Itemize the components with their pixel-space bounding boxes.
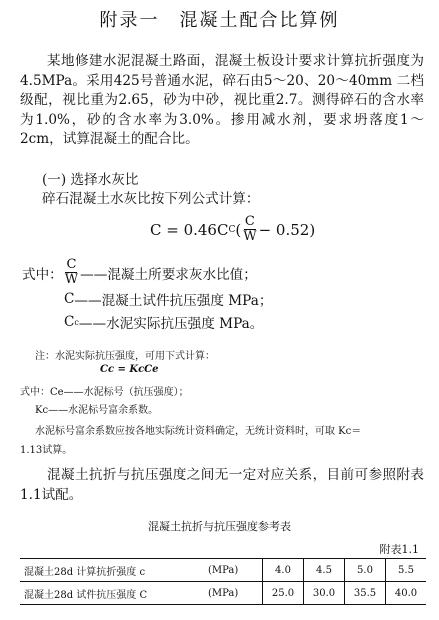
formula-lhs-sub: C [228, 224, 236, 235]
note-line-2: 式中：Ce——水泥标号（抗压强度）； [20, 387, 189, 398]
strength-reference-table [20, 558, 426, 605]
table-cell: 4.5 [304, 559, 345, 582]
note-line-1: 注：水泥实际抗压强度，可用下式计算： [35, 351, 215, 362]
table-cell: 25.0 [263, 582, 304, 605]
table-row [20, 559, 426, 582]
table-cell: 30.0 [304, 582, 345, 605]
formula-frac-den: W [243, 229, 257, 244]
formula-rhs: − 0.52) [258, 220, 316, 239]
legend-prefix: 式中： [22, 266, 63, 283]
row-label: 混凝土28d 计算抗折强度 c [20, 559, 204, 582]
legend-line-1 [22, 258, 257, 287]
table-cell: 4.0 [263, 559, 304, 582]
note-line-3: Kc——水泥标号富余系数。 [35, 405, 159, 416]
table-title: 混凝土抗折与抗压强度参考表 [148, 520, 291, 533]
legend-item3-sub: c [74, 317, 79, 327]
legend-item3-sym: C [64, 314, 75, 330]
formula-open-paren: ( [235, 220, 242, 239]
page-title: 附录一 混凝土配合比算例 [99, 10, 340, 31]
legend-fraction [65, 258, 78, 287]
formula-fraction [243, 215, 256, 244]
water-cement-formula [150, 215, 315, 244]
row-label: 混凝土28d 试件抗压强度 C [20, 582, 204, 605]
table-cell: 40.0 [386, 582, 427, 605]
intro-paragraph: 某地修建水泥混凝土路面，混凝土板设计要求计算抗折强度为4.5MPa。采用425号普通水泥，碎石由5～20、20～40mm 二档级配，视比重为2.65，砂为中砂，视比重2.7。测得碎石的含水率为1.0%，砂的含水率为3.0%。掺用减水剂，要求坍落度1～2cm，试算混凝土的配合比。 [20, 53, 424, 147]
table-reference: 附表1.1 [379, 543, 419, 556]
legend-item-2: ——混凝土试件抗压强度 MPa； [74, 293, 273, 309]
table-cell: 35.5 [345, 582, 386, 605]
legend-item-1: ——混凝土所要求灰水比值； [80, 266, 257, 283]
step1-heading: (一) 选择水灰比 [42, 172, 139, 188]
table-cell: 5.5 [386, 559, 427, 582]
row-unit: (MPa) [204, 559, 263, 582]
legend-line-3 [64, 312, 263, 332]
legend-item2-sym: C [64, 291, 75, 307]
row-unit: (MPa) [204, 582, 263, 605]
legend-frac-num: C [66, 257, 77, 272]
legend-frac-den: W [64, 272, 79, 287]
step1-text: 碎石混凝土水灰比按下列公式计算： [42, 191, 260, 207]
formula-lhs: C = 0.46C [150, 220, 229, 239]
closing-paragraph: 混凝土抗折与抗压强度之间无一定对应关系，目前可参照附表1.1试配。 [20, 467, 424, 503]
table-row [20, 582, 426, 605]
legend-item-3: ——水泥实际抗压强度 MPa。 [78, 316, 264, 332]
formula-frac-num: C [244, 214, 255, 229]
note-line-4: 水泥标号富余系数应按各地实际统计资料确定，无统计资料时，可取 Kc＝ [35, 426, 362, 437]
note-line-5: 1.13试算。 [20, 445, 73, 456]
table-cell: 5.0 [345, 559, 386, 582]
legend-line-2 [64, 289, 272, 309]
note-formula: Cc = KcCe [100, 364, 159, 375]
